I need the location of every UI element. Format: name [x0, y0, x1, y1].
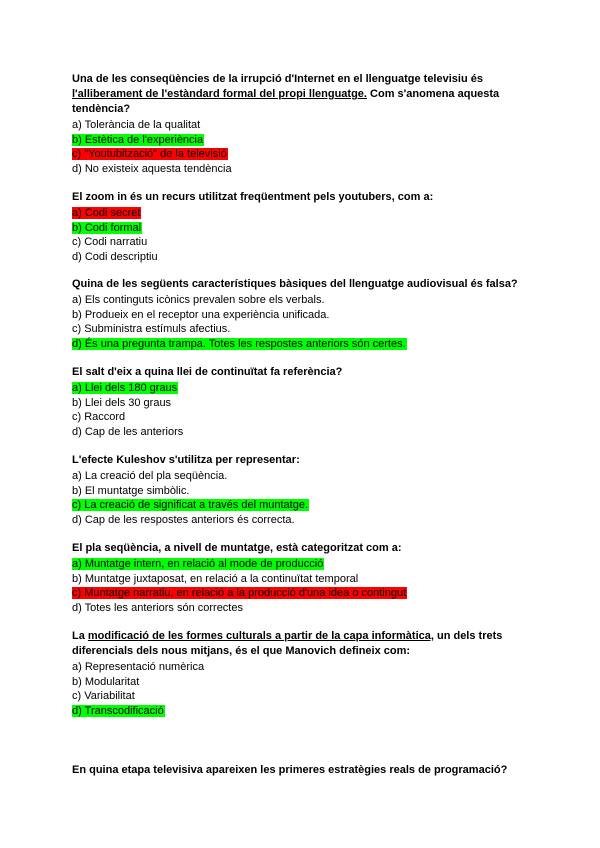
question-1-text-part-1: Una de les conseqüències de la irrupció d'Internet en el llenguatge televisiu és	[72, 73, 483, 85]
question-1-option-d: d) No existeix aquesta tendència	[72, 162, 232, 175]
question-7-option-a: a) Representació numèrica	[72, 661, 205, 673]
question-1-underlined-text: l'alliberament de l'estàndard formal del propi llenguatge.	[72, 88, 367, 100]
question-3	[72, 277, 542, 351]
question-5	[72, 453, 542, 527]
question-2-option-d: d) Codi descriptiu	[72, 250, 158, 263]
question-4-option-a	[72, 381, 542, 396]
question-1-option-b	[72, 133, 542, 148]
incorrect-answer-highlight: c) Muntatge narratiu, en relació a la producció d'una idea o contingut	[72, 587, 407, 600]
question-5-option-b: b) El muntatge simbòlic.	[72, 484, 190, 497]
question-6-option-a	[72, 557, 542, 572]
question-7-option-c: c) Variabilitat	[72, 690, 135, 703]
question-2-text: El zoom in és un recurs utilitzat freqüentment pels youtubers, com a:	[72, 191, 434, 203]
question-7-text	[72, 629, 542, 659]
question-1-option-c	[72, 147, 542, 162]
question-7-text-part-3: un dels trets diferencials dels nous mitjans, és el que Manovich defineix com:	[72, 630, 503, 657]
question-1-text	[72, 72, 542, 117]
question-7	[72, 629, 542, 718]
question-1-text-part-3: Com s'anomena aquesta tendència?	[72, 88, 500, 115]
question-5-option-d: d) Cap de les respostes anteriors és correcta.	[72, 513, 295, 526]
question-7-option-b: b) Modularitat	[72, 675, 140, 688]
question-3-option-c: c) Subministra estímuls afectius.	[72, 323, 231, 336]
question-6	[72, 541, 542, 615]
correct-answer-highlight: b) Estètica de l'experiència	[72, 133, 204, 146]
question-1-option-a: a) Tolerància de la qualitat	[72, 119, 201, 131]
question-2-option-b	[72, 221, 542, 236]
correct-answer-highlight: c) La creació de significat a través del muntatge.	[72, 499, 309, 512]
question-4	[72, 365, 542, 439]
question-4-option-b: b) Llei dels 30 graus	[72, 396, 172, 409]
question-4-option-c: c) Raccord	[72, 411, 126, 424]
question-3-option-a: a) Els continguts icònics prevalen sobre els verbals.	[72, 294, 325, 306]
question-2-option-c: c) Codi narratiu	[72, 236, 148, 249]
question-4-option-d: d) Cap de les anteriors	[72, 425, 184, 438]
question-8	[72, 763, 542, 779]
question-3-option-b: b) Produeix en el receptor una experiència unificada.	[72, 308, 330, 321]
question-6-option-b: b) Muntatge juxtaposat, en relació a la continuïtat temporal	[72, 572, 359, 585]
question-1	[72, 72, 542, 176]
incorrect-answer-highlight: a) Codi secret	[72, 207, 141, 219]
question-7-text-part-1: La	[72, 630, 88, 642]
question-5-text: L'efecte Kuleshov s'utilitza per representar:	[72, 454, 300, 466]
question-6-text: El pla seqüència, a nivell de muntatge, està categoritzat com a:	[72, 542, 402, 554]
question-2	[72, 190, 542, 264]
question-3-option-d	[72, 337, 542, 352]
correct-answer-highlight: a) Llei dels 180 graus	[72, 382, 178, 394]
question-5-option-c	[72, 498, 542, 513]
question-2-option-a	[72, 206, 542, 221]
correct-answer-highlight: d) És una pregunta trampa. Totes les respostes anteriors són certes.	[72, 337, 406, 350]
correct-answer-highlight: a) Muntatge intern, en relació al mode de producció	[72, 558, 324, 570]
question-7-underlined-text: modificació de les formes culturals a partir de la capa informàtica,	[87, 630, 434, 642]
question-7-option-d	[72, 704, 542, 719]
correct-answer-highlight: d) Transcodificació	[72, 704, 164, 717]
question-6-option-d: d) Totes les anteriors són correctes	[72, 601, 243, 614]
question-6-option-c	[72, 586, 542, 601]
incorrect-answer-highlight: c) "Youtubització" de la televisió	[72, 148, 227, 161]
question-8-text: En quina etapa televisiva apareixen les primeres estratègies reals de programació?	[72, 764, 508, 776]
question-5-option-a: a) La creació del pla seqüència.	[72, 470, 228, 482]
correct-answer-highlight: b) Codi formal	[72, 221, 142, 234]
question-3-text: Quina de les següents característiques bàsiques del llenguatge audiovisual és falsa?	[72, 278, 518, 290]
question-4-text: El salt d'eix a quina llei de continuïtat fa referència?	[72, 366, 343, 378]
